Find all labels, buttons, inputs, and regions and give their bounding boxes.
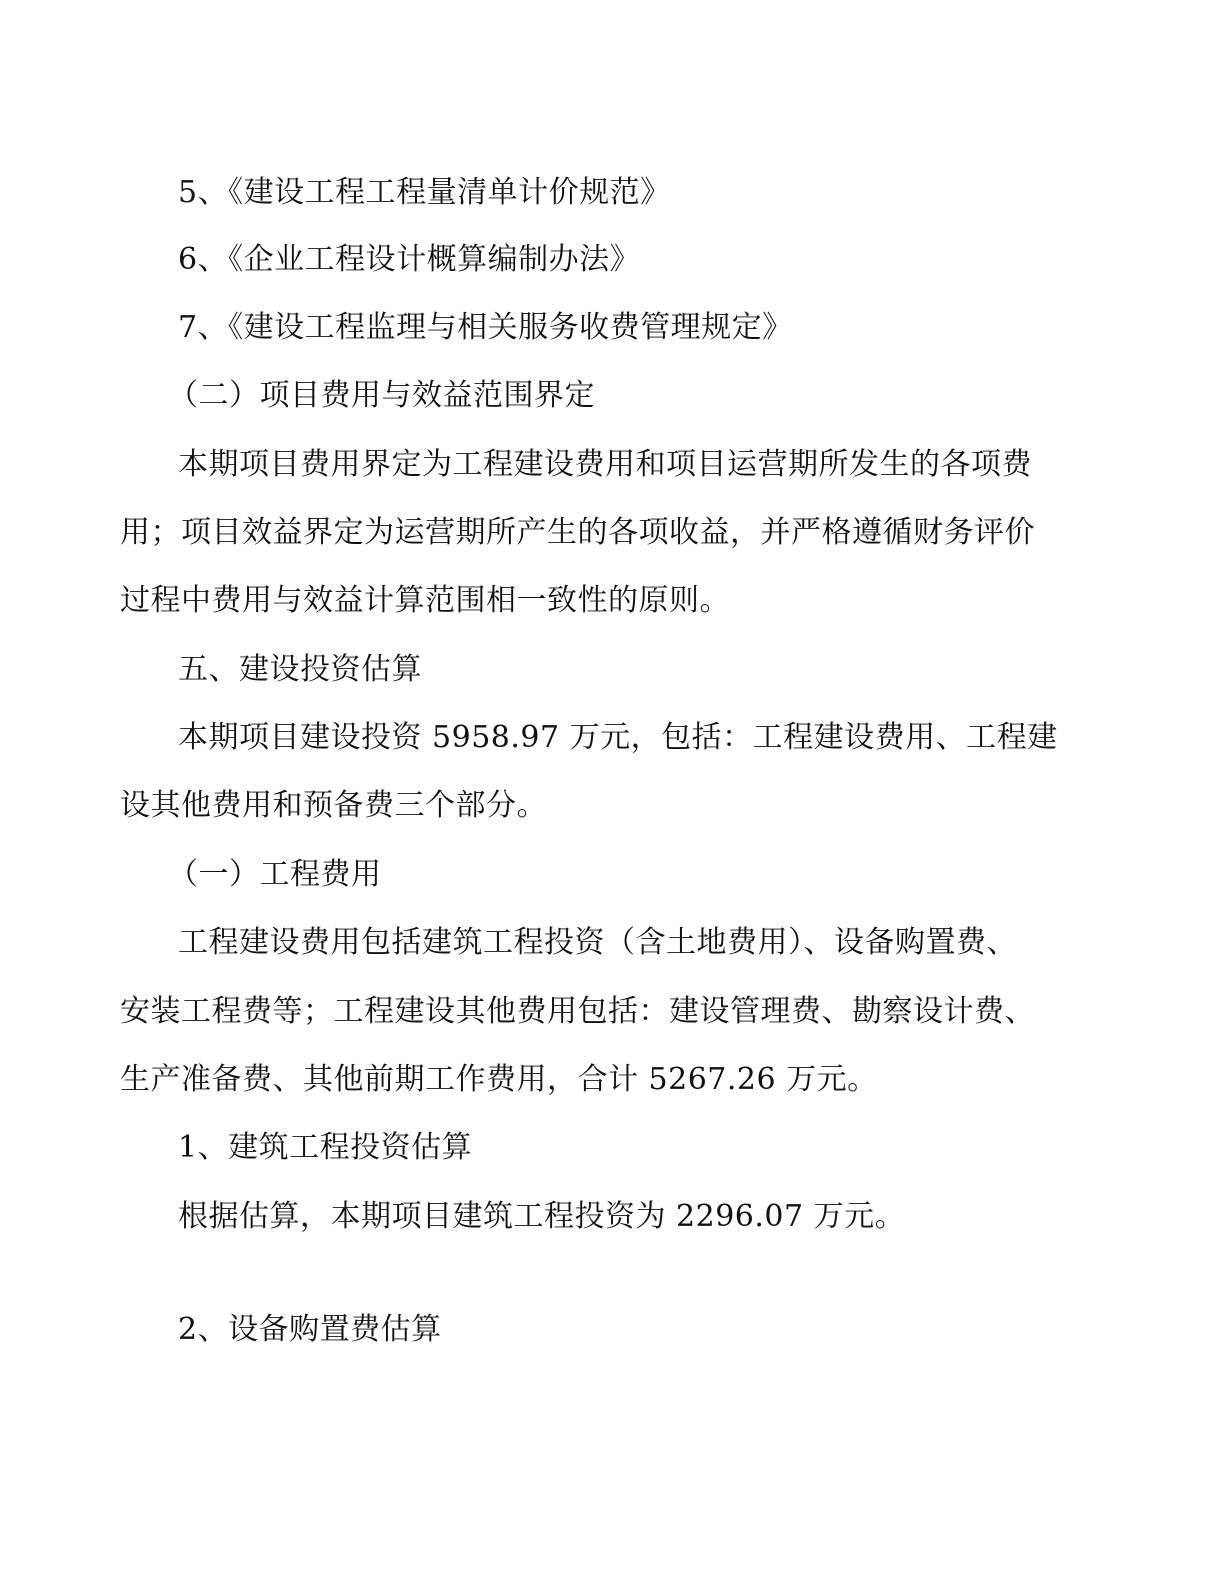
- subheading-construction-estimate: 1、建筑工程投资估算: [178, 1130, 473, 1165]
- paragraph-scope-line-1: 本期项目费用界定为工程建设费用和项目运营期所发生的各项费: [178, 447, 1032, 482]
- section-heading-engineering-cost: （一）工程费用: [168, 857, 382, 892]
- list-item-standard-6: 6、《企业工程设计概算编制办法》: [178, 242, 641, 277]
- paragraph-engineering-line-3: 生产准备费、其他前期工作费用，合计 5267.26 万元。: [120, 1062, 878, 1097]
- list-item-standard-5: 5、《建设工程工程量清单计价规范》: [178, 175, 671, 210]
- paragraph-scope-line-2: 用；项目效益界定为运营期所产生的各项收益，并严格遵循财务评价: [120, 515, 1035, 550]
- paragraph-engineering-line-2: 安装工程费等；工程建设其他费用包括：建设管理费、勘察设计费、: [120, 994, 1035, 1029]
- paragraph-investment-line-2: 设其他费用和预备费三个部分。: [120, 788, 547, 823]
- paragraph-engineering-line-1: 工程建设费用包括建筑工程投资（含土地费用）、设备购置费、: [178, 925, 1017, 960]
- paragraph-construction-estimate: 根据估算，本期项目建筑工程投资为 2296.07 万元。: [178, 1199, 906, 1234]
- section-heading-scope: （二）项目费用与效益范围界定: [168, 378, 595, 413]
- subheading-equipment-estimate: 2、设备购置费估算: [178, 1312, 442, 1347]
- paragraph-scope-line-3: 过程中费用与效益计算范围相一致性的原则。: [120, 583, 730, 618]
- list-item-standard-7: 7、《建设工程监理与相关服务收费管理规定》: [178, 310, 793, 345]
- paragraph-investment-line-1: 本期项目建设投资 5958.97 万元，包括：工程建设费用、工程建: [178, 720, 1058, 755]
- section-heading-investment: 五、建设投资估算: [178, 652, 422, 687]
